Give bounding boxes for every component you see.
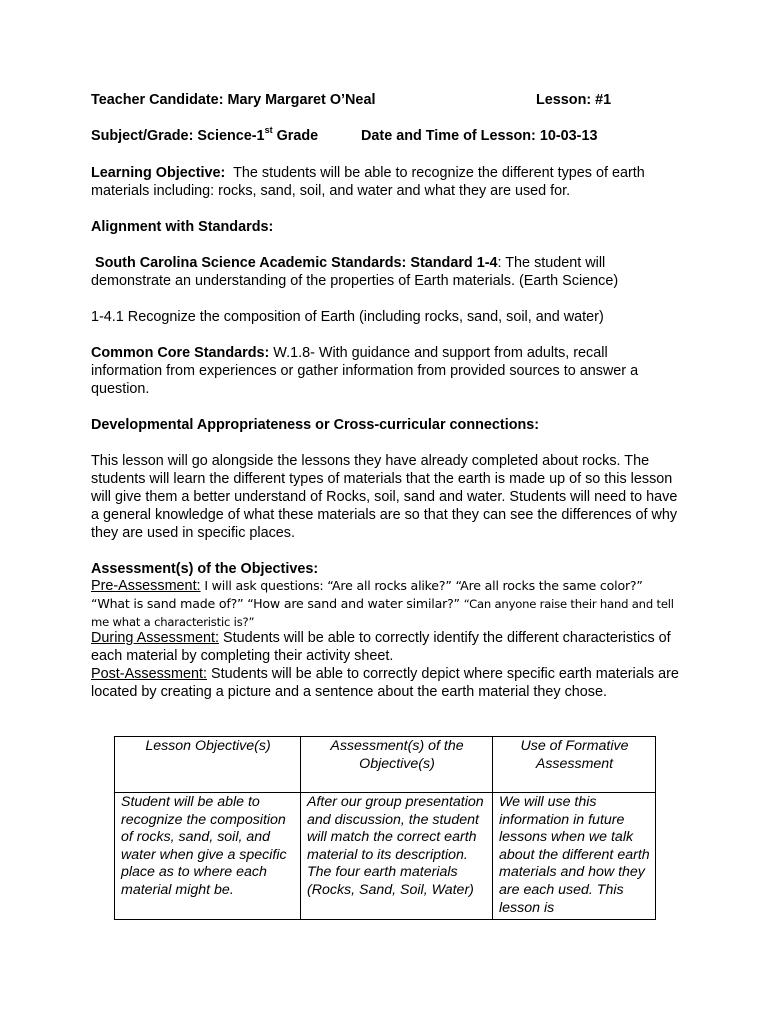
sc-standards-text: : The student will demonstrate an understanding of the properties of Earth materials. (Earth Science): [91, 255, 619, 289]
cell-lesson-objective: Student will be able to recognize the composition of rocks, sand, soil, and water when give a specific place as to where each material might be.: [115, 793, 301, 920]
lesson-number: Lesson: #1: [536, 92, 612, 108]
table-header-row: [115, 737, 656, 793]
during-assessment-label: During Assessment:: [91, 630, 219, 646]
developmental-heading: Developmental Appropriateness or Cross-curricular connections:: [91, 417, 540, 433]
header-formative-use: Use of Formative Assessment: [493, 737, 656, 793]
lesson-date: Date and Time of Lesson: 10-03-13: [361, 128, 598, 144]
sc-standards: [91, 254, 681, 290]
indicator-1-4-1: 1-4.1 Recognize the composition of Earth (including rocks, sand, soil, and water): [91, 309, 604, 325]
common-core-label: Common Core Standards:: [91, 345, 270, 361]
subject-grade-suffix: Grade: [272, 128, 319, 144]
during-assessment: [91, 629, 681, 665]
common-core-standards: [91, 344, 681, 398]
pre-assessment: [91, 577, 681, 631]
during-assessment-text: Students will be able to correctly identify the different characteristics of each material by completing their activity sheet.: [91, 630, 671, 664]
teacher-candidate: Teacher Candidate: Mary Margaret O’Neal: [91, 92, 376, 108]
pre-assessment-questions: I will ask questions: “Are all rocks alike?” “Are all rocks the same color?” “What is sand made of?” “How are sand and water similar?”: [91, 578, 643, 611]
developmental-text: This lesson will go alongside the lessons they have already completed about rocks. The students will learn the different types of materials that the earth is made up of so this lesson will give them a better understand of Rocks, soil, sand and water. Students will need to have a general knowledge of what these materials are so that they can see the differences of why they are used in specific places.: [91, 453, 678, 541]
alignment-heading: Alignment with Standards:: [91, 219, 274, 235]
table-row: [115, 793, 656, 920]
header-lesson-objectives: Lesson Objective(s): [115, 737, 301, 793]
sc-standards-label: South Carolina Science Academic Standards: Standard 1-4: [91, 255, 498, 271]
post-assessment-label: Post-Assessment:: [91, 666, 207, 682]
post-assessment-text: Students will be able to correctly depict where specific earth materials are located by creating a picture and a sentence about the earth material they chose.: [91, 666, 679, 700]
learning-objective-text: The students will be able to recognize the different types of earth materials including: rocks, sand, soil, and water and what they are used for.: [91, 165, 649, 199]
subject-grade-text: Subject/Grade: Science-1: [91, 128, 265, 144]
pre-assessment-label: Pre-Assessment:: [91, 578, 201, 594]
header-assessments: Assessment(s) of the Objective(s): [301, 737, 493, 793]
learning-objective-label: Learning Objective:: [91, 165, 226, 181]
cell-assessment: After our group presentation and discussion, the student will match the correct earth material to its description. The four earth materials (Rocks, Sand, Soil, Water): [301, 793, 493, 920]
assessment-heading: Assessment(s) of the Objectives:: [91, 561, 319, 577]
common-core-text: W.1.8- With guidance and support from adults, recall information from experiences or gather information from provided sources to answer a question.: [91, 345, 639, 397]
pre-assessment-question-last: “Can anyone raise their hand and tell me what a characteristic is?”: [91, 597, 674, 629]
subject-grade: [91, 125, 319, 144]
objectives-table: [114, 736, 656, 920]
cell-formative-use: We will use this information in future lessons when we talk about the different earth materials and how they are each used. This lesson is: [493, 793, 656, 920]
grade-ordinal-suffix: st: [264, 125, 273, 136]
learning-objective: [91, 164, 681, 200]
post-assessment: [91, 665, 681, 701]
